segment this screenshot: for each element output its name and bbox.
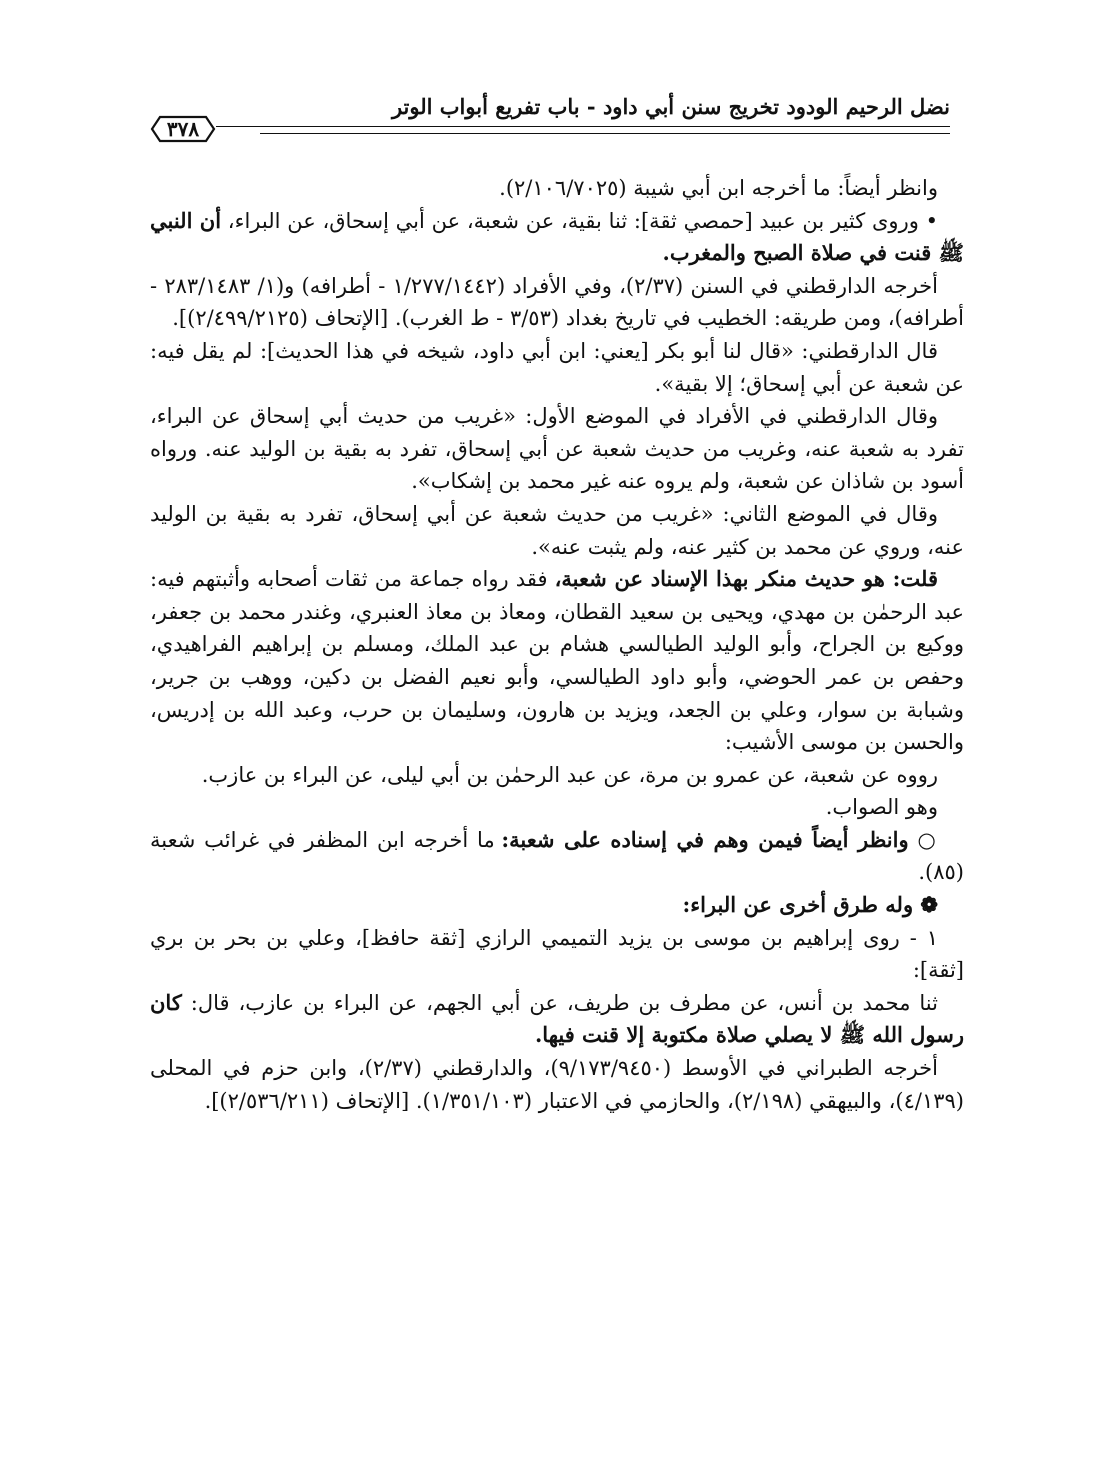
- bold-text: كان رسول الله ﷺ لا يصلي صلاة مكتوبة إلا قنت فيها.: [150, 989, 964, 1048]
- paragraph: [150, 563, 964, 759]
- paragraph-text: ١ - روى إبراهيم بن موسى بن يزيد التميمي الرازي [ثقة حافظ]، وعلي بن بحر بن بري [ثقة]:: [150, 925, 964, 983]
- paragraph: [150, 270, 964, 335]
- paragraph-text: ○: [908, 827, 939, 852]
- bold-text: وانظر أيضاً فيمن وهم في إسناده على شعبة:: [501, 826, 909, 852]
- paragraph: [150, 1052, 964, 1117]
- bold-text: ❁ وله طرق أخرى عن البراء:: [682, 892, 938, 918]
- body-text: [150, 172, 964, 1117]
- paragraph-text: وانظر أيضاً: ما أخرجه ابن أبي شيبة (٢/١٠٦/٧٠٢٥).: [499, 176, 938, 200]
- paragraph-text: فقد رواه جماعة من ثقات أصحابه وأثبتهم فيه: عبد الرحمٰن بن مهدي، ويحيى بن سعيد القطان، ومعاذ بن معاذ العنبري، وغندر محمد بن جعفر، ووكيع بن الجراح، وأبو الوليد الطيالسي هشام بن عبد الملك، ومسلم بن إبراهيم الفراهيدي، وحفص بن عمر الحوضي، وأبو داود الطيالسي، وأبو نعيم الفضل بن دكين، ووهب بن جرير، وشبابة بن سوار، وعلي بن الجعد، ويزيد بن هارون، وسليمان بن حرب، وعبد الله بن إدريس، والحسن بن موسى الأشيب:: [150, 567, 964, 755]
- paragraph: [150, 498, 964, 563]
- paragraph: [150, 889, 964, 922]
- page-number-ornament: [150, 114, 216, 144]
- bold-text: أن النبي ﷺ قنت في صلاة الصبح والمغرب.: [150, 207, 964, 266]
- paragraph: [150, 824, 964, 889]
- paragraph: [150, 335, 964, 400]
- paragraph: [150, 205, 964, 270]
- paragraph-text: وقال في الموضع الثاني: «غريب من حديث شعبة عن أبي إسحاق، تفرد به بقية بن الوليد عنه، وروي عن محمد بن كثير عنه، ولم يثبت عنه».: [150, 501, 964, 559]
- running-title: نضل الرحيم الودود تخريج سنن أبي داود - باب تفريع أبواب الوتر: [391, 94, 950, 119]
- paragraph-text: أخرجه الدارقطني في السنن (٢/٣٧)، وفي الأفراد (١/٢٧٧/١٤٤٢ - أطرافه) و(١/ ٢٨٣/١٤٨٣ - أطرافه)، ومن طريقه: الخطيب في تاريخ بغداد (٣/٥٣ - ط الغرب). [الإتحاف (٢/٤٩٩/٢١٢٥)].: [150, 273, 964, 331]
- paragraph-text: ما أخرجه ابن المظفر في غرائب شعبة (٨٥).: [150, 827, 964, 885]
- bold-text: قلت: هو حديث منكر بهذا الإسناد عن شعبة،: [554, 566, 939, 592]
- page-number: ٣٧٨: [166, 117, 200, 141]
- paragraph-text: قال الدارقطني: «قال لنا أبو بكر [يعني: ابن أبي داود، شيخه في هذا الحديث]: لم يقل فيه: عن شعبة عن أبي إسحاق؛ إلا بقية».: [150, 338, 964, 396]
- paragraph: [150, 400, 964, 498]
- paragraph: [150, 987, 964, 1052]
- paragraph-text: ثنا محمد بن أنس، عن مطرف بن طريف، عن أبي الجهم، عن البراء بن عازب، قال:: [181, 990, 938, 1015]
- paragraph: [150, 759, 964, 792]
- paragraph: [150, 172, 964, 205]
- paragraph-text: • وروى كثير بن عبيد [حمصي ثقة]: ثنا بقية، عن شعبة، عن أبي إسحاق، عن البراء،: [221, 208, 938, 233]
- paragraph-text: أخرجه الطبراني في الأوسط (٩/١٧٣/٩٤٥٠)، والدارقطني (٢/٣٧)، وابن حزم في المحلى (٤/١٣٩)، والبيهقي (٢/١٩٨)، والحازمي في الاعتبار (١/٣٥١/١٠٣). [الإتحاف (٢/٥٣٦/٢١١)].: [150, 1056, 964, 1113]
- paragraph-text: وهو الصواب.: [825, 795, 938, 820]
- header-rule-bottom: [260, 133, 950, 134]
- paragraph: [150, 791, 964, 824]
- page-header: [150, 92, 950, 152]
- paragraph-text: رووه عن شعبة، عن عمرو بن مرة، عن عبد الرحمٰن بن أبي ليلى، عن البراء بن عازب.: [201, 762, 938, 787]
- paragraph-text: وقال الدارقطني في الأفراد في الموضع الأول: «غريب من حديث أبي إسحاق عن البراء، تفرد به شعبة عنه، وغريب من حديث شعبة عن أبي إسحاق، تفرد به بقية بن الوليد عنه. ورواه أسود بن شاذان عن شعبة، ولم يروه عنه غير محمد بن إشكاب».: [150, 404, 964, 494]
- paragraph: [150, 922, 964, 987]
- header-rule-top: [150, 126, 950, 127]
